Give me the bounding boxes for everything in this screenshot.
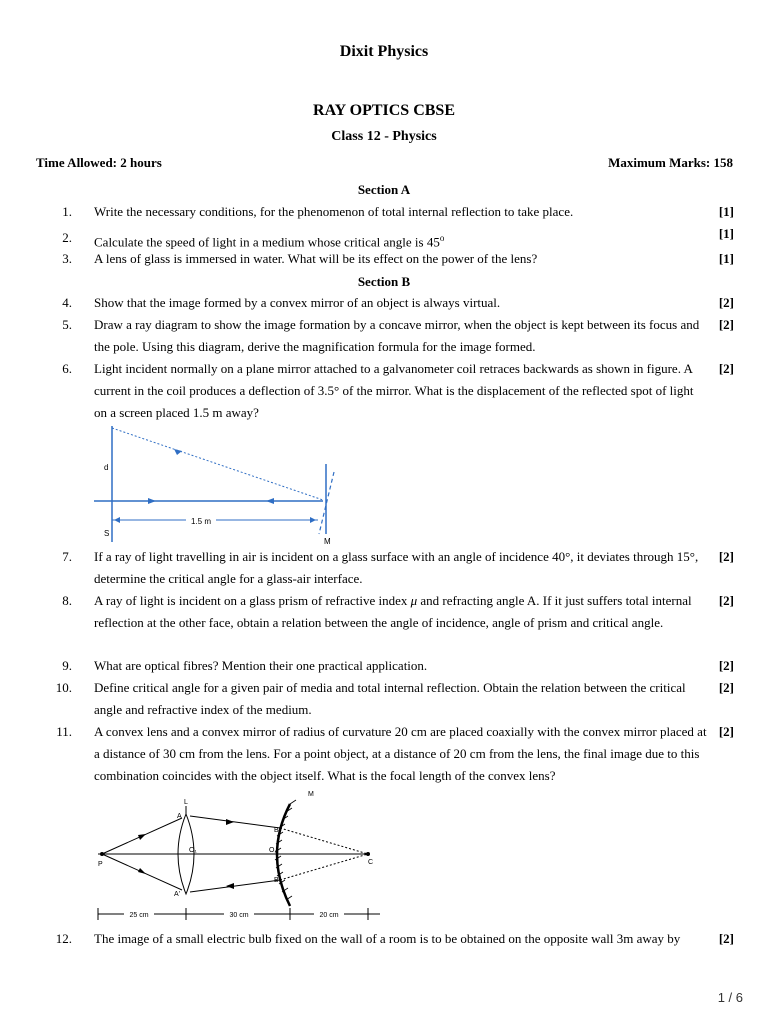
ray-upper-extended	[280, 828, 368, 854]
mu-symbol: μ	[410, 593, 418, 608]
ray-lower-extended	[280, 854, 368, 880]
question-number: 11.	[56, 724, 72, 739]
galvanometer-mirror-figure	[90, 420, 350, 550]
question-text: Show that the image formed by a convex mirror of an object is always virtual.	[94, 295, 501, 310]
label-o1: O₁	[189, 847, 197, 854]
question-marks: [1]	[718, 251, 734, 266]
question-marks: [2]	[718, 593, 734, 608]
label-m: M	[308, 791, 314, 798]
question-marks: [2]	[718, 658, 734, 673]
question-text: The image of a small electric bulb fixed on the wall of a room is to be obtained on the opposite wall 3m away by	[94, 931, 681, 946]
question-number: 4.	[62, 295, 72, 310]
label-o2: O₂	[269, 847, 278, 854]
arrow-icon	[226, 883, 234, 889]
question-number: 2.	[62, 230, 72, 245]
distance-label: 1.5 m	[190, 517, 212, 526]
arrow-icon	[310, 517, 316, 523]
ray-upper-refracted	[190, 816, 280, 828]
time-allowed: Time Allowed: 2 hours	[36, 155, 162, 170]
question-marks: [2]	[718, 724, 734, 739]
lens-mirror-figure	[94, 788, 386, 924]
arrow-icon	[114, 517, 120, 523]
question-number: 3.	[62, 251, 72, 266]
question-text: Calculate the speed of light in a medium whose critical angle is 45	[94, 234, 440, 250]
paper-subtitle: Class 12 - Physics	[331, 129, 437, 144]
label-b: B	[274, 827, 279, 834]
question-number: 9.	[62, 658, 72, 673]
question-text: Define critical angle for a given pair of media and total internal reflection. Obtain the relation between the critical angle and refractive index of the medium.	[94, 680, 686, 717]
question-text: What are optical fibres? Mention their one practical application.	[94, 658, 428, 673]
question-number: 7.	[62, 549, 72, 564]
distance-25cm: 25 cm	[129, 912, 149, 919]
question-marks: [2]	[718, 549, 734, 564]
question-number: 8.	[62, 593, 72, 608]
question-number: 6.	[62, 361, 72, 376]
reflected-ray	[112, 428, 323, 500]
paper-title: RAY OPTICS CBSE	[313, 102, 455, 119]
question-marks: [1]	[718, 226, 734, 241]
question-text-wrap	[94, 590, 708, 634]
question-marks: [2]	[718, 317, 734, 332]
section-a-heading: Section A	[357, 182, 411, 197]
question-marks: [1]	[718, 204, 734, 219]
label-s: S	[104, 529, 110, 538]
arrow-icon	[266, 498, 274, 504]
section-b-heading: Section B	[357, 274, 411, 289]
label-m: M	[324, 537, 331, 546]
distance-30cm: 30 cm	[229, 912, 249, 919]
question-marks: [2]	[718, 295, 734, 310]
label-l: L	[184, 799, 188, 806]
arrow-icon	[138, 834, 146, 840]
degree-superscript: o	[439, 233, 445, 243]
label-p: P	[98, 861, 103, 868]
arrow-icon	[148, 498, 156, 504]
distance-20cm: 20 cm	[319, 912, 339, 919]
question-number: 1.	[62, 204, 72, 219]
label-a-prime: A'	[174, 891, 181, 898]
arrow-icon	[138, 868, 146, 874]
point-object-p	[100, 852, 104, 856]
question-text: Light incident normally on a plane mirror attached to a galvanometer coil retraces backwards as shown in figure. A current in the coil produces a deflection of 3.5° of the mirror. What is the displacement of the reflected spot of light on a screen placed 1.5 m away?	[94, 361, 694, 420]
label-a: A	[177, 813, 182, 820]
label-c: C	[368, 859, 374, 866]
ray-lower-refracted	[190, 880, 280, 892]
center-of-curvature-c	[366, 852, 370, 856]
question-marks: [2]	[718, 931, 734, 946]
question-number: 12.	[55, 931, 72, 946]
question-text: A convex lens and a convex mirror of radius of curvature 20 cm are placed coaxially with the convex mirror placed at a distance of 30 cm from the lens. For a point object, at a distance of 20 cm from the lens, the final image due to this combination coincides with the object itself. What is the focal length of the convex lens?	[94, 724, 707, 783]
question-marks: [2]	[718, 680, 734, 695]
label-d: d	[104, 463, 109, 472]
question-number: 10.	[55, 680, 72, 695]
arrow-icon	[226, 819, 234, 825]
question-text: and refracting angle A. If it just suffers total internal reflection at the other face, obtain a relation between the angle of incidence, angle of prism and critical angle.	[94, 593, 692, 630]
question-number: 5.	[62, 317, 72, 332]
question-text: Write the necessary conditions, for the phenomenon of total internal reflection to take place.	[94, 204, 574, 219]
question-text: A lens of glass is immersed in water. What will be its effect on the power of the lens?	[94, 251, 538, 266]
page-number: 1 / 6	[717, 990, 743, 1005]
question-text: If a ray of light travelling in air is incident on a glass surface with an angle of incidence 40°, it deviates through 15°, determine the critical angle for a glass-air interface.	[94, 549, 699, 586]
maximum-marks: Maximum Marks: 158	[608, 155, 733, 170]
question-text: A ray of light is incident on a glass prism of refractive index	[94, 593, 411, 608]
question-marks: [2]	[718, 361, 734, 376]
label-b-prime: B'	[274, 877, 281, 884]
question-text: Draw a ray diagram to show the image formation by a concave mirror, when the object is kept between its focus and the pole. Using this diagram, derive the magnification formula for the image formed.	[94, 317, 700, 354]
document-header: Dixit Physics	[339, 43, 429, 60]
